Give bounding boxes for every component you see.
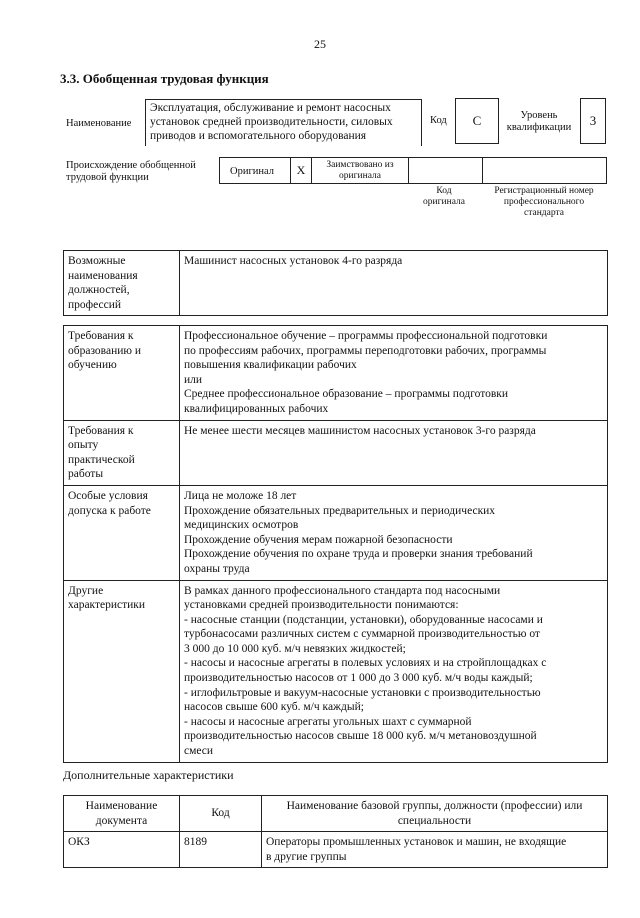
- additional-title: Дополнительные характеристики: [63, 768, 234, 782]
- other-label: Другие характеристики: [64, 580, 180, 762]
- column-header-document: Наименование документа: [64, 796, 180, 832]
- column-header-name: Наименование базовой группы, должности (профессии) или специальности: [262, 796, 608, 832]
- table-row: [64, 326, 608, 421]
- experience-value: Не менее шести месяцев машинистом насосных установок 3-го разряда: [180, 420, 608, 485]
- table-row: [64, 251, 608, 316]
- function-name-line: приводов и вспомогательного оборудования: [150, 130, 367, 142]
- level-label: Уровень квалификации: [506, 110, 572, 133]
- code-original-label: Код оригинала: [423, 186, 465, 207]
- admission-label: Особые условия допуска к работе: [64, 485, 180, 580]
- original-mark: Х: [296, 163, 306, 177]
- other-value: В рамках данного профессионального стандарта под насосными установками средней производительности понимаются: - насосные станции (подстанции, установки), оборудованные насосами и турбонасосами различных систем с суммарной производительностью от 3 000 до 10 000 куб. м/ч невязких жидкостей; - насосы и насосные агрегаты в полевых условиях и на стройплощадках с производительностью насосов от 1 000 до 3 000 куб. м/ч воды каждый; - иглофильтровые и вакуум-насосные установки с производительностью насосов свыше 600 куб. м/ч каждый; - насосы и насосные агрегаты угольных шахт с суммарной производительностью насосов свыше 18 000 куб. м/ч метановоздушной смеси: [180, 580, 608, 762]
- table-header-row: [64, 796, 608, 832]
- code-cell: 8189: [180, 832, 262, 868]
- code-value: С: [455, 98, 499, 144]
- doc-cell: ОКЗ: [64, 832, 180, 868]
- column-header-code: Код: [180, 796, 262, 832]
- origin-box: [219, 157, 607, 184]
- admission-value: Лица не моложе 18 лет Прохождение обязательных предварительных и периодических медицинских осмотров Прохождение обучения мерам пожарной безопасности Прохождение обучения по охране труда и проверки знания требований охраны труда: [180, 485, 608, 580]
- table-row: [64, 832, 608, 868]
- origin-label: Происхождение обобщенной трудовой функции: [66, 160, 196, 183]
- education-label: Требования к образованию и обучению: [64, 326, 180, 421]
- education-value: Профессиональное обучение – программы профессиональной подготовки по профессиям рабочих, программы переподготовки рабочих, программы повышения квалификации рабочих или Среднее профессиональное образование – программы подготовки квалифицированных рабочих: [180, 326, 608, 421]
- name-label: Наименование: [66, 118, 132, 129]
- name-cell: Операторы промышленных установок и машин, не входящие в другие группы: [262, 832, 608, 868]
- level-value: 3: [580, 98, 606, 144]
- requirements-table: [63, 325, 608, 763]
- table-row: [64, 580, 608, 762]
- page-number: 25: [314, 37, 326, 51]
- table-row: [64, 485, 608, 580]
- function-name-box: [145, 99, 422, 146]
- titles-table: [63, 250, 608, 316]
- section-title: 3.3. Обобщенная трудовая функция: [60, 71, 269, 86]
- function-name-line: Эксплуатация, обслуживание и ремонт насосных: [150, 102, 391, 114]
- function-name-line: установок средней производительности, силовых: [150, 116, 393, 128]
- additional-table: [63, 795, 608, 868]
- reg-number-label: Регистрационный номер профессионального стандарта: [494, 186, 594, 218]
- code-label: Код: [430, 115, 447, 126]
- titles-label: Возможные наименования должностей, профессий: [64, 251, 180, 316]
- experience-label: Требования к опыту практической работы: [64, 420, 180, 485]
- original-label: Оригинал: [230, 166, 274, 177]
- table-row: [64, 420, 608, 485]
- titles-value: Машинист насосных установок 4-го разряда: [180, 251, 608, 316]
- borrowed-label: Заимствовано из оригинала: [326, 160, 394, 181]
